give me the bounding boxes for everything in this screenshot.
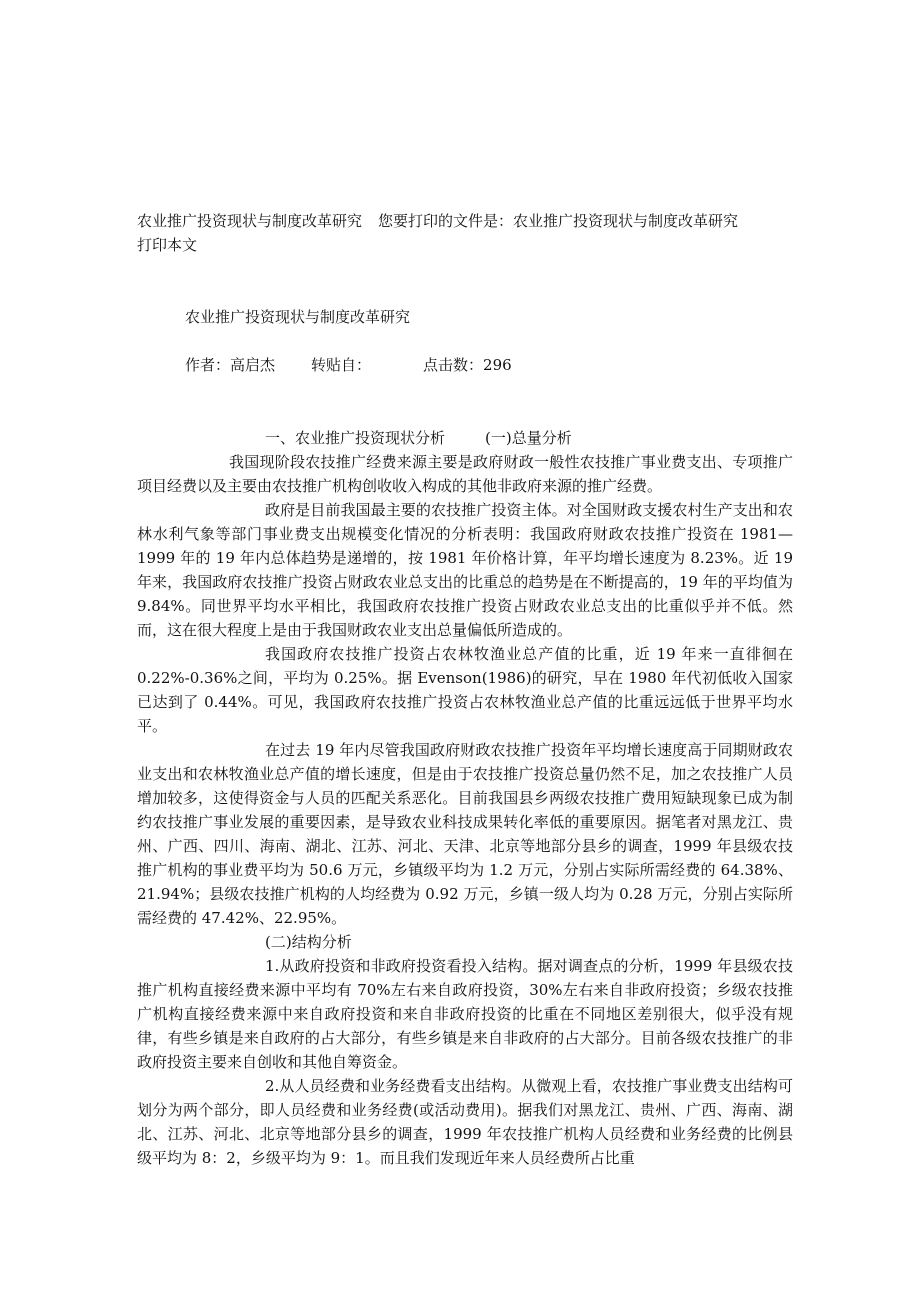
article-title: 农业推广投资现状与制度改革研究 [185,308,411,326]
paragraph-3: 我国政府农技推广投资占农林牧渔业总产值的比重，近 19 年来一直徘徊在 0.22%-0.36%之间，平均为 0.25%。据 Evenson(1986)的研究，早在 1980 年代初低收入国家已达到了 0.44%。可见，我国政府农技推广投资占农林牧渔业总产值的比重远远低于世界平均水平。 [137,645,793,735]
article-body [137,426,793,1170]
source-label: 转贴自： [311,356,372,374]
header-title: 农业推广投资现状与制度改革研究 [137,212,363,230]
sub1-heading: (一)总量分析 [485,429,572,447]
paragraph-1: 我国现阶段农技推广经费来源主要是政府财政一般性农技推广事业费支出、专项推广项目经费以及主要由农技推广机构创收收入构成的其他非政府来源的推广经费。 [137,453,793,495]
header-print-line [137,233,797,257]
clicks-label: 点击数：296 [423,356,512,374]
paragraph-6: 2.从人员经费和业务经费看支出结构。从微观上看，农技推广事业费支出结构可划分为两个部分，即人员经费和业务经费(或活动费用)。据我们对黑龙江、贵州、广西、海南、湖北、江苏、河北、北京等地部分县乡的调查，1999 年农技推广机构人员经费和业务经费的比例县级平均为 8：2，乡级平均为 9：1。而且我们发现近年来人员经费所占比重 [137,1077,793,1167]
section-heading-line [137,426,793,450]
author-label: 作者：高启杰 [185,356,276,374]
sub2-heading: (二)结构分析 [265,933,352,951]
print-link[interactable]: 打印本文 [137,236,198,254]
paragraph-4: 在过去 19 年内尽管我国政府财政农技推广投资年平均增长速度高于同期财政农业支出和农林牧渔业总产值的增长速度，但是由于农技推广投资总量仍然不足，加之农技推广人员增加较多，这使得资金与人员的匹配关系恶化。目前我国县乡两级农技推广费用短缺现象已成为制约农技推广事业发展的重要因素，是导致农业科技成果转化率低的重要原因。据笔者对黑龙江、贵州、广西、四川、海南、湖北、江苏、河北、天津、北京等地部分县乡的调查，1999 年县级农技推广机构的事业费平均为 50.6 万元，乡镇级平均为 1.2 万元，分别占实际所需经费的 64.38%、21.94%；县级农技推广机构的人均经费为 0.92 万元，乡镇一级人均为 0.28 万元，分别占实际所需经费的 47.42%、22.95%。 [137,741,793,927]
paragraph-2: 政府是目前我国最主要的农技推广投资主体。对全国财政支援农村生产支出和农林水利气象等部门事业费支出规模变化情况的分析表明：我国政府财政农技推广投资在 1981—1999 年的 19 年内总体趋势是递增的，按 1981 年价格计算，年平均增长速度为 8.23%。近 19 年来，我国政府农技推广投资占财政农业总支出的比重总的趋势是在不断提高的，19 年的平均值为 9.84%。同世界平均水平相比，我国政府农技推广投资占财政农业总支出的比重似乎并不低。然而，这在很大程度上是由于我国财政农业支出总量偏低所造成的。 [137,501,793,639]
print-notice: 您要打印的文件是：农业推广投资现状与制度改革研究 [378,212,739,230]
paragraph-5: 1.从政府投资和非政府投资看投入结构。据对调查点的分析，1999 年县级农技推广机构直接经费来源中平均有 70%左右来自政府投资，30%左右来自非政府投资；乡级农技推广机构直接经费来源中来自政府投资和来自非政府投资的比重在不同地区差别很大，似乎没有规律，有些乡镇是来自政府的占大部分，有些乡镇是来自非政府的占大部分。目前各级农技推广的非政府投资主要来自创收和其他自筹资金。 [137,957,793,1071]
section1-heading: 一、农业推广投资现状分析 [265,429,446,447]
article-meta [185,353,512,377]
header-title-line [137,209,797,233]
